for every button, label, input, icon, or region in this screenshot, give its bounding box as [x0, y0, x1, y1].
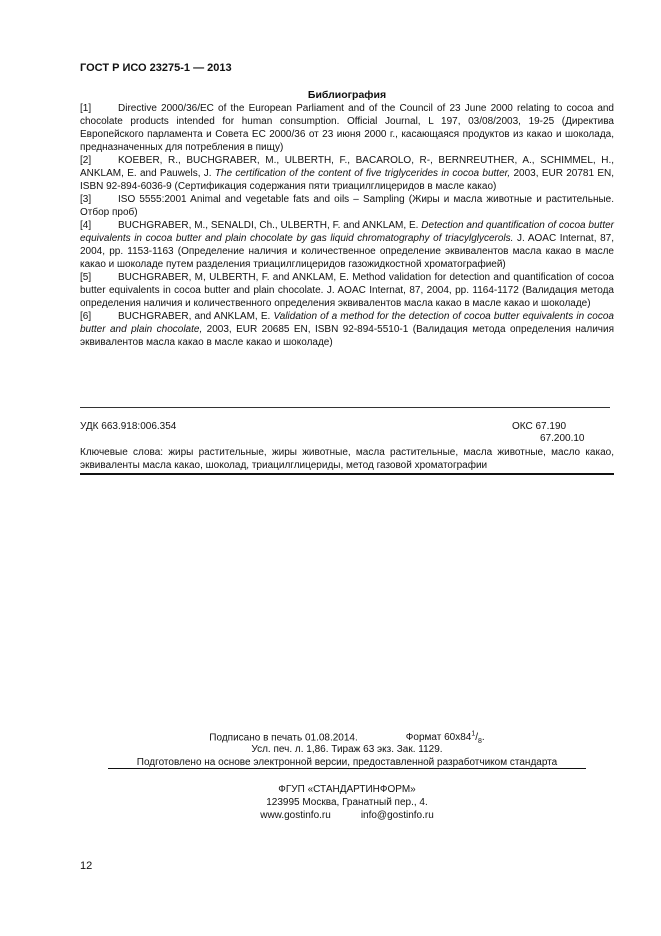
bibliography-entry-3 [80, 193, 614, 219]
bibliography-entry-5 [80, 271, 614, 310]
publisher-address: 123995 Москва, Гранатный пер., 4. [266, 797, 428, 808]
entry-text: ISO 5555:2001 Animal and vegetable fats and oils – Sampling (Жиры и масла животные и растительные. Отбор проб) [80, 194, 614, 218]
publisher-website: www.gostinfo.ru [260, 810, 331, 821]
bibliography-entry-2 [80, 154, 614, 193]
entry-number: [2] [80, 155, 92, 166]
standard-header: ГОСТ Р ИСО 23275-1 — 2013 [80, 62, 232, 74]
paper-format: Формат $60x84^1/_8$. [405, 731, 485, 746]
entry-number: [4] [80, 220, 92, 231]
divider-keywords [80, 473, 614, 475]
entry-number: [5] [80, 272, 92, 283]
bibliography-title: Библиография [307, 89, 387, 101]
oks-code-primary: ОКС 67.190 [512, 421, 567, 432]
udk-code: УДК 663.918:006.354 [80, 421, 177, 432]
publisher-name: ФГУП «СТАНДАРТИНФОРМ» [278, 784, 416, 795]
entry-authors: BUCHGRABER, and ANKLAM, E. [118, 311, 274, 322]
entry-text: Directive 2000/36/EC of the European Parliament and of the Council of 23 June 2000 relating to cocoa and chocolate products intended for human consumption. Official Journal, L 197, 03/08/2003, 19-25 (Директива Европейского парламента и Совета ЕС 2000/36 от 23 июня 2000 г., касающаяся продуктов из какао и шоколада, предназначенных для потребления в пищу) [80, 103, 614, 153]
entry-number: [3] [80, 194, 92, 205]
entry-details: 2003, EUR 20685 EN, ISBN 92-894-5510-1 (Валидация метода определения наличия эквивалентов масла какао в масле какао и шоколаде) [80, 324, 614, 348]
entry-title: Detection and quantification of cocoa butter equivalents in cocoa butter and plain chocolate by gas liquid chromatography of triacylglycerols. [80, 220, 614, 244]
entry-authors: BUCHGRABER, M., SENALDI, Ch., ULBERTH, F. and ANKLAM, E. [118, 220, 422, 231]
bibliography-list [80, 102, 614, 349]
entry-title: Validation of a method for the detection of cocoa butter equivalents in cocoa butter and plain chocolate, [80, 311, 614, 335]
divider-top [80, 407, 610, 408]
page-number: 12 [80, 860, 93, 872]
keywords: Ключевые слова: жиры растительные, жиры животные, масла растительные, масла животные, масло какао, эквиваленты масла какао, шоколад, триацилглицериды, метод газовой хроматографии [80, 447, 614, 471]
entry-number: [1] [80, 103, 92, 114]
entry-text: BUCHGRABER, M, ULBERTH, F. and ANKLAM, E. Method validation for detection and quantification of cocoa butter equivalents in cocoa butter and plain chocolate. J. AOAC Internat, 87, 2004, pp. 1164-1172 (Валидация метода определения наличия и количественного определения эквивалентов масла какао в масле какао и шоколаде) [80, 272, 614, 309]
bibliography-entry-6 [80, 310, 614, 349]
entry-title: The certification of the content of five triglycerides in cocoa butter, [214, 168, 511, 179]
entry-number: [6] [80, 311, 92, 322]
publisher-contacts [80, 810, 614, 821]
entry-details: J. AOAC Internat, 87, 2004, pp. 1153-1163 (Определение наличия и количественное определение эквивалентов масла какао в масле какао и шоколаде путем разделения триацилглицеридов газожидкостной хроматографией) [80, 233, 614, 270]
imprint-line-3: Подготовлено на основе электронной версии, предоставленной разработчиком стандарта [136, 757, 558, 768]
bibliography-entry-4 [80, 219, 614, 271]
publisher-email: info@gostinfo.ru [360, 810, 434, 821]
bibliography-entry-1 [80, 102, 614, 154]
signed-date: Подписано в печать 01.08.2014. [209, 732, 358, 744]
imprint-line-2: Усл. печ. л. 1,86. Тираж 63 экз. Зак. 1129. [251, 744, 443, 755]
divider-imprint [108, 768, 586, 769]
entry-authors: KOEBER, R., BUCHGRABER, M., ULBERTH, F., BACAROLO, R-, BERNREUTHER, A., SCHIMMEL, H., ANKLAM, E. and Pauwels, J. [80, 155, 614, 179]
entry-details: 2003, EUR 20781 EN, ISBN 92-894-6036-9 (Сертификация содержания пяти триацилглицеридов в масле какао) [80, 168, 615, 192]
oks-code-secondary: 67.200.10 [540, 433, 585, 444]
